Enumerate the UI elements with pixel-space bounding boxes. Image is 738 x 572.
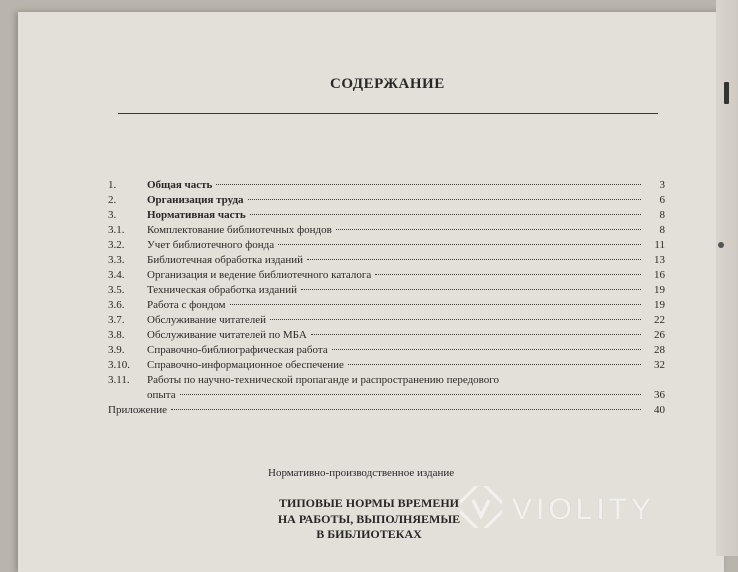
toc-label: Общая часть <box>147 179 213 191</box>
toc-row <box>108 223 665 238</box>
toc-number: 3.8. <box>108 329 125 341</box>
toc-row <box>108 253 665 268</box>
toc-label: Справочно-библиографическая работа <box>147 344 328 356</box>
toc-page: 8 <box>659 209 665 221</box>
toc-label: Организация труда <box>147 194 244 206</box>
toc-row <box>108 238 665 253</box>
book-title-line: В БИБЛИОТЕКАХ <box>316 527 422 541</box>
toc-label: Комплектование библиотечных фондов <box>147 224 332 236</box>
toc-page: 6 <box>659 194 665 206</box>
toc-row <box>108 313 665 328</box>
book-title-line: НА РАБОТЫ, ВЫПОЛНЯЕМЫЕ <box>277 512 461 526</box>
toc-leader <box>270 319 641 320</box>
toc-leader <box>348 364 641 365</box>
toc-label: Библиотечная обработка изданий <box>147 254 304 266</box>
imprint-line: Нормативно-производственное издание <box>268 467 455 479</box>
book-title-line: ТИПОВЫЕ НОРМЫ ВРЕМЕНИ <box>278 496 459 510</box>
toc-number: 1. <box>108 179 117 191</box>
toc-leader <box>307 259 641 260</box>
toc-row <box>108 193 665 208</box>
toc-page: 11 <box>654 239 665 251</box>
toc-number: 3.6. <box>108 299 125 311</box>
spine-mark <box>724 82 729 104</box>
watermark <box>460 486 655 533</box>
toc-page: 8 <box>659 224 665 236</box>
toc-row <box>108 403 665 418</box>
toc-number: 3.10. <box>108 359 130 371</box>
toc-row <box>108 178 665 193</box>
toc-leader <box>216 184 641 185</box>
toc-leader <box>180 394 641 395</box>
toc-label-continued: опыта <box>147 389 176 401</box>
toc-leader <box>230 304 641 305</box>
toc-leader <box>250 214 641 215</box>
toc-leader <box>332 349 641 350</box>
toc-label: Работа с фондом <box>147 299 226 311</box>
table-of-contents <box>108 178 665 418</box>
toc-page: 13 <box>654 254 665 266</box>
toc-number: 3.4. <box>108 269 125 281</box>
toc-row <box>108 373 665 388</box>
toc-row-continued <box>108 388 665 403</box>
toc-leader <box>278 244 641 245</box>
toc-leader <box>248 199 641 200</box>
toc-label: Приложение <box>108 404 168 416</box>
toc-page: 16 <box>654 269 665 281</box>
toc-label: Организация и ведение библиотечного каталога <box>147 269 372 281</box>
toc-row <box>108 328 665 343</box>
toc-row <box>108 208 665 223</box>
toc-number: 3.1. <box>108 224 125 236</box>
toc-label: Обслуживание читателей по МБА <box>147 329 307 341</box>
toc-number: 3.2. <box>108 239 125 251</box>
toc-page: 19 <box>654 284 665 296</box>
toc-label: Работы по научно-технической пропаганде и распространению передового <box>147 374 500 386</box>
toc-row <box>108 358 665 373</box>
toc-number: 3.9. <box>108 344 125 356</box>
toc-label: Учет библиотечного фонда <box>147 239 275 251</box>
toc-label: Справочно-информационное обеспечение <box>147 359 344 371</box>
toc-page: 22 <box>654 314 665 326</box>
toc-leader <box>336 229 641 230</box>
toc-number: 3.5. <box>108 284 125 296</box>
toc-label: Техническая обработка изданий <box>147 284 297 296</box>
toc-label: Нормативная часть <box>147 209 246 221</box>
toc-row <box>108 268 665 283</box>
toc-page: 26 <box>654 329 665 341</box>
page-title: СОДЕРЖАНИЕ <box>330 76 445 92</box>
watermark-text: VIOLITY <box>512 492 656 526</box>
toc-leader <box>375 274 641 275</box>
toc-page: 28 <box>654 344 665 356</box>
toc-row <box>108 298 665 313</box>
toc-page: 19 <box>654 299 665 311</box>
title-divider <box>118 113 658 114</box>
toc-leader <box>301 289 641 290</box>
toc-number: 2. <box>108 194 117 206</box>
staple-dot <box>718 242 724 248</box>
toc-number: 3.7. <box>108 314 125 326</box>
toc-leader <box>171 409 641 410</box>
toc-number: 3. <box>108 209 117 221</box>
toc-number: 3.11. <box>108 374 130 386</box>
toc-page: 36 <box>654 389 665 401</box>
toc-page: 40 <box>654 404 665 416</box>
toc-number: 3.3. <box>108 254 125 266</box>
toc-leader <box>311 334 641 335</box>
toc-row <box>108 343 665 358</box>
toc-label: Обслуживание читателей <box>147 314 266 326</box>
toc-row <box>108 283 665 298</box>
violity-logo-icon <box>460 486 502 533</box>
toc-page: 3 <box>659 179 665 191</box>
toc-page: 32 <box>654 359 665 371</box>
